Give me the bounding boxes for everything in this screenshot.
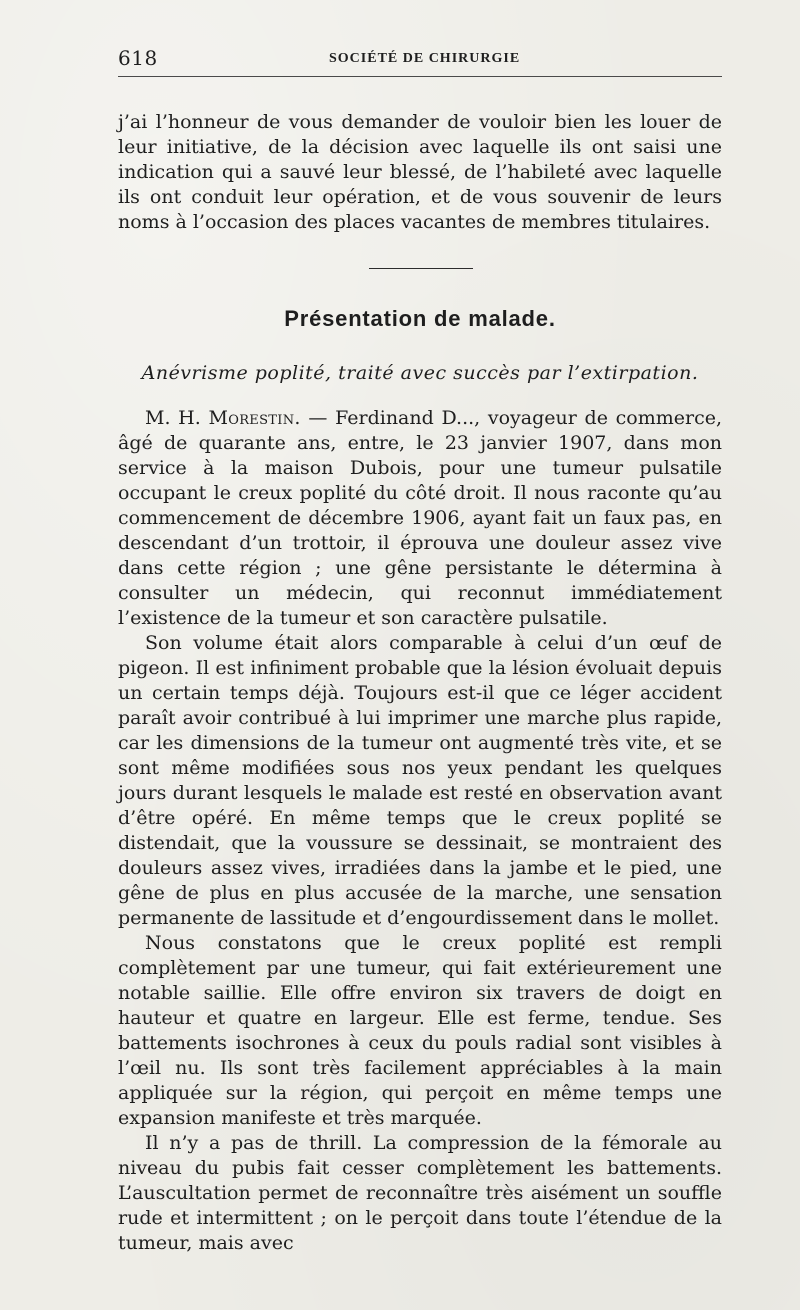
section-divider <box>369 268 473 269</box>
body-paragraph-4: Il n’y a pas de thrill. La compression de la fémorale au niveau du pubis fait cesser complètement les battements. L’auscultation permet de reconnaître très aisément un souffle rude et intermittent ; on le perçoit dans toute l’étendue de la tumeur, mais avec <box>118 1132 722 1254</box>
author-prefix: M. H. <box>145 407 201 429</box>
author-name: Morestin. <box>208 407 301 429</box>
running-head <box>118 44 722 77</box>
body-paragraph-3: Nous constatons que le creux poplité est rempli complètement par une tumeur, qui fait extérieurement une notable saillie. Elle offre environ six travers de doigt en hauteur et quatre en largeur. Elle est ferme, tendue. Ses battements isochrones à ceux du pouls radial sont visibles à l’œil nu. Ils sont très facilement appréciables à la main appliquée sur la région, qui perçoit en même temps une expansion manifeste et très marquée. <box>118 932 722 1129</box>
page-number: 618 <box>118 46 158 70</box>
section-subtitle: Anévrisme poplité, traité avec succès par l’extirpation. <box>141 362 699 384</box>
case-report-body <box>118 406 722 1256</box>
journal-title: SOCIÉTÉ DE CHIRURGIE <box>329 51 521 66</box>
body-paragraph-1-text: — Ferdinand D..., voyageur de commerce, âgé de quarante ans, entre, le 23 janvier 1907, dans mon service à la maison Dubois, pour une tumeur pulsatile occupant le creux poplité du côté droit. Il nous raconte qu’au commencement de décembre 1906, ayant fait un faux pas, en descendant d’un trottoir, il éprouva une douleur assez vive dans cette région ; une gêne persistante le détermina à consulter un médecin, qui reconnut immédiatement l’existence de la tumeur et son caractère pulsatile. <box>118 407 722 629</box>
body-paragraph-2: Son volume était alors comparable à celui d’un œuf de pigeon. Il est infiniment probable que la lésion évoluait depuis un certain temps déjà. Toujours est-il que ce léger accident paraît avoir contribué à lui imprimer une marche plus rapide, car les dimensions de la tumeur ont augmenté très vite, et se sont même modifiées sous nos yeux pendant les quelques jours durant lesquels le malade est resté en observation avant d’être opéré. En même temps que le creux poplité se distendait, que la voussure se dessinait, se montraient des douleurs assez vives, irradiées dans la jambe et le pied, une gêne de plus en plus accusée de la marche, une sensation permanente de lassitude et d’engourdissement dans le mollet. <box>118 632 722 929</box>
opening-paragraph: j’ai l’honneur de vous demander de vouloir bien les louer de leur initiative, de la décision avec laquelle ils ont saisi une indication qui a sauvé leur blessé, de l’habileté avec laquelle ils ont conduit leur opération, et de vous souvenir de leurs noms à l’occasion des places vacantes de membres titulaires. <box>118 111 722 233</box>
section-title: Présentation de malade. <box>284 306 556 331</box>
body-paragraph-1 <box>118 406 722 631</box>
